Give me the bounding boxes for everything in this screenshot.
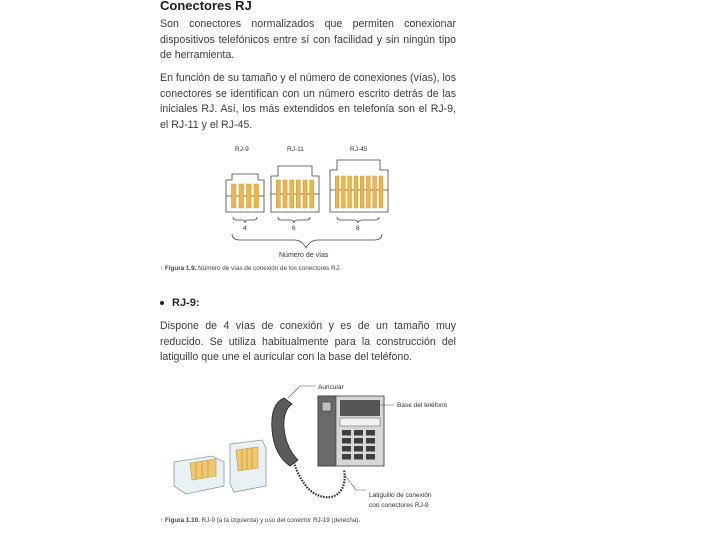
label-auricular: Auricular <box>318 384 344 391</box>
connector-label: RJ-45 <box>350 146 368 153</box>
connector-pin <box>348 176 352 208</box>
connector-pin <box>247 184 252 208</box>
label-cable-line2: con conectores RJ-9 <box>369 502 429 509</box>
axis-label: Número de vías <box>279 252 329 259</box>
brace-total <box>232 234 382 248</box>
connector-types-paragraph: En función de su tamaño y el número de conexiones (vías), los conectores se identifican con un número escrito detrás de las iniciales RJ. Así, los más extendidos en telefonía son el RJ-9, el RJ-11 y el RJ-45. <box>160 72 456 132</box>
keypad-key <box>354 430 363 436</box>
speaker-grille <box>340 400 380 416</box>
brace-rj45 <box>337 217 379 223</box>
caption-text: Número de vías de conexión de los conectores RJ. <box>198 265 341 272</box>
handset <box>272 398 298 466</box>
connector-pin <box>303 180 307 208</box>
keypad-key <box>342 438 351 444</box>
connector-pin <box>360 176 364 208</box>
keypad-key <box>354 438 363 444</box>
phone-jack <box>322 402 331 411</box>
phone-display <box>340 418 380 426</box>
connector-pin <box>379 176 383 208</box>
bullet-label: RJ-9: <box>172 297 200 309</box>
connector-pin <box>290 180 294 208</box>
connector-pin <box>296 180 300 208</box>
section-title: Conectores RJ <box>160 0 252 13</box>
caption-text: RJ-9 (a la izquierda) y uso del conector RJ-19 (derecha). <box>201 517 361 524</box>
connector-pin <box>367 176 371 208</box>
rj9-plugs-illustration <box>174 440 266 494</box>
ways-count: 6 <box>292 225 296 232</box>
figure-caption: ↑ Figura 1.10. RJ-9 (a la izquierda) y uso del conector RJ-19 (derecha). <box>160 517 361 524</box>
connector-pin <box>239 184 244 208</box>
connector-label: RJ-9 <box>235 146 249 153</box>
callout-auricular <box>288 386 316 398</box>
connector-pin <box>254 184 259 208</box>
connector-pin <box>354 176 358 208</box>
keypad-key <box>366 454 375 460</box>
keypad-key <box>354 454 363 460</box>
keypad-key <box>342 454 351 460</box>
bullet-icon <box>160 301 164 305</box>
brace-rj9 <box>233 217 257 223</box>
connector-pin <box>232 184 237 208</box>
keypad-key <box>366 430 375 436</box>
connectors-group <box>235 146 368 153</box>
ways-count: 4 <box>243 225 247 232</box>
brace-rj11 <box>278 217 310 223</box>
connector-pin <box>276 180 280 208</box>
keypad-key <box>342 430 351 436</box>
keypad-key <box>366 438 375 444</box>
caption-number: Figura 1.10. <box>164 517 200 524</box>
label-cable-line1: Latiguillo de conexión <box>369 492 432 499</box>
connector-pin <box>283 180 287 208</box>
connector-pin <box>335 176 339 208</box>
rj9-paragraph: Dispone de 4 vías de conexión y es de un tamaño muy reducido. Se utiliza habitualmente para la construcción del latiguillo que une el auricular con la base del teléfono. <box>160 320 456 364</box>
intro-paragraph: Son conectores normalizados que permiten conexionar dispositivos telefónicos entre sí con facilidad y sin ningún tipo de herramienta. <box>160 18 456 62</box>
connector-pin <box>310 180 314 208</box>
telephone-illustration <box>272 396 384 497</box>
bullet-heading <box>160 297 200 309</box>
callout-cable <box>344 474 366 490</box>
connector-pin <box>342 176 346 208</box>
figure-caption: ↑ Figura 1.9. Número de vías de conexión de los conectores RJ. <box>160 265 341 272</box>
caption-number: Figura 1.9. <box>164 265 197 272</box>
way-braces <box>232 217 382 248</box>
ways-count: 8 <box>356 225 360 232</box>
coiled-cable <box>294 462 345 497</box>
plug-left-contacts <box>190 459 216 480</box>
connector-pin <box>373 176 377 208</box>
keypad-key <box>342 446 351 452</box>
keypad-key <box>354 446 363 452</box>
keypad-key <box>366 446 375 452</box>
connector-label: RJ-11 <box>287 146 304 153</box>
label-base: Base del teléfono <box>397 402 448 409</box>
